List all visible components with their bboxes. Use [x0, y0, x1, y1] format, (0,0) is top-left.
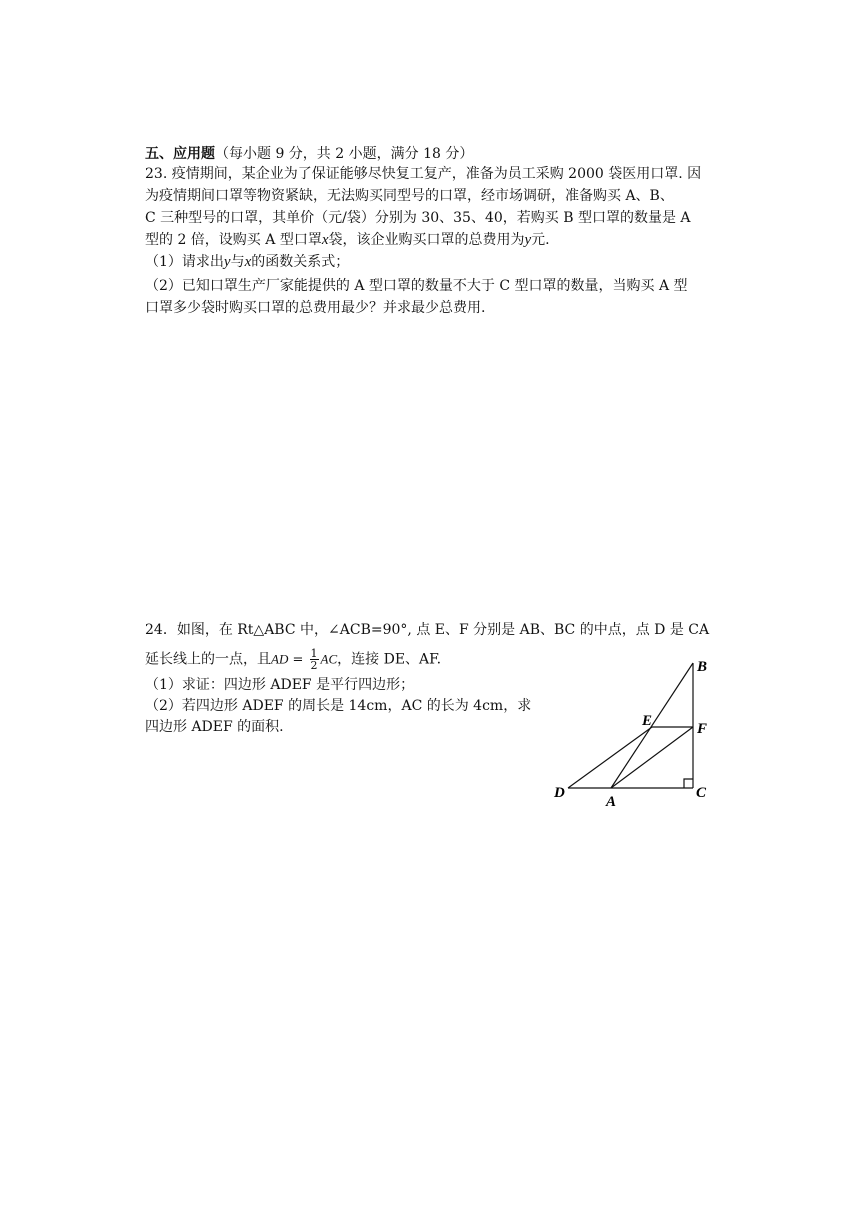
- q24-line-2-text-a: 延长线上的一点，且: [145, 651, 271, 668]
- q23-part-1-text-b: 与: [230, 254, 245, 270]
- var-x: x: [321, 232, 329, 248]
- q23-line-2: 为疫情期间口罩等物资紧缺，无法购买同型号的口罩，经市场调研，准备购买 A、B、: [145, 188, 674, 204]
- label-b: B: [697, 659, 708, 675]
- segment-ad: AD: [271, 651, 289, 667]
- q23-line-4-text-b: 袋，该企业购买口罩的总费用为: [328, 232, 525, 248]
- label-f: F: [697, 721, 708, 737]
- var-x: x: [244, 254, 252, 270]
- q24-line-1-text-b: , 点 E、F 分别是 AB、BC 的中点，点 D 是 CA: [407, 622, 710, 638]
- q24-line-1: [145, 620, 709, 640]
- q23-part-2-line-1: （2）已知口罩生产厂家能提供的 A 型口罩的数量不大于 C 型口罩的数量，当购买 A 型: [145, 278, 688, 294]
- q23-line-4: [145, 230, 550, 250]
- var-y: y: [524, 232, 532, 248]
- label-e: E: [642, 713, 653, 729]
- angle-value: 90°: [382, 622, 408, 638]
- q24-line-2: [145, 648, 441, 671]
- q23-part-1: [145, 252, 349, 272]
- q24-part-1: （1）求证：四边形 ADEF 是平行四边形；: [145, 677, 415, 693]
- section-heading: 五、应用题: [145, 146, 215, 162]
- label-d: D: [554, 785, 565, 801]
- fraction-denominator: 2: [310, 659, 318, 672]
- q23-part-2-line-2: 口罩多少袋时购买口罩的总费用最少？并求最少总费用.: [145, 300, 486, 316]
- q23-line-4-text-c: 元.: [531, 232, 550, 248]
- q24-part-2-line-1: （2）若四边形 ADEF 的周长是 14cm，AC 的长为 4cm，求: [145, 698, 532, 714]
- label-a: A: [606, 794, 617, 810]
- q23-line-4-text-a: 型的 2 倍，设购买 A 型口罩: [145, 232, 322, 248]
- equals-sign: =: [288, 652, 308, 668]
- q23-line-3: C 三种型号的口罩，其单价（元/袋）分别为 30、35、40，若购买 B 型口罩的数量是 A: [145, 210, 691, 226]
- right-angle-mark: [684, 779, 693, 788]
- geometry-figure: [548, 655, 723, 815]
- label-c: C: [696, 785, 707, 801]
- q23-part-1-text-a: （1）请求出: [145, 254, 224, 270]
- q23-part-1-text-c: 的函数关系式；: [251, 254, 350, 270]
- q23-line-1: 23. 疫情期间，某企业为了保证能够尽快复工复产，准备为员工采购 2000 袋医用口罩. 因: [145, 166, 702, 182]
- segment-af: [611, 727, 693, 788]
- segment-de: [568, 727, 652, 788]
- fraction-half: [310, 648, 319, 671]
- segment-ac: AC: [320, 651, 338, 667]
- q24-line-1-text-a: 24．如图，在 Rt△ABC 中，∠ACB=: [145, 622, 383, 638]
- section-note: （每小题 9 分，共 2 小题，满分 18 分）: [215, 146, 474, 162]
- q24-line-2-text-b: ，连接 DE、AF.: [337, 651, 442, 668]
- q24-part-2-line-2: 四边形 ADEF 的面积.: [145, 719, 284, 735]
- section-header: [145, 144, 473, 164]
- var-y: y: [223, 254, 231, 270]
- fraction-numerator: 1: [310, 647, 318, 660]
